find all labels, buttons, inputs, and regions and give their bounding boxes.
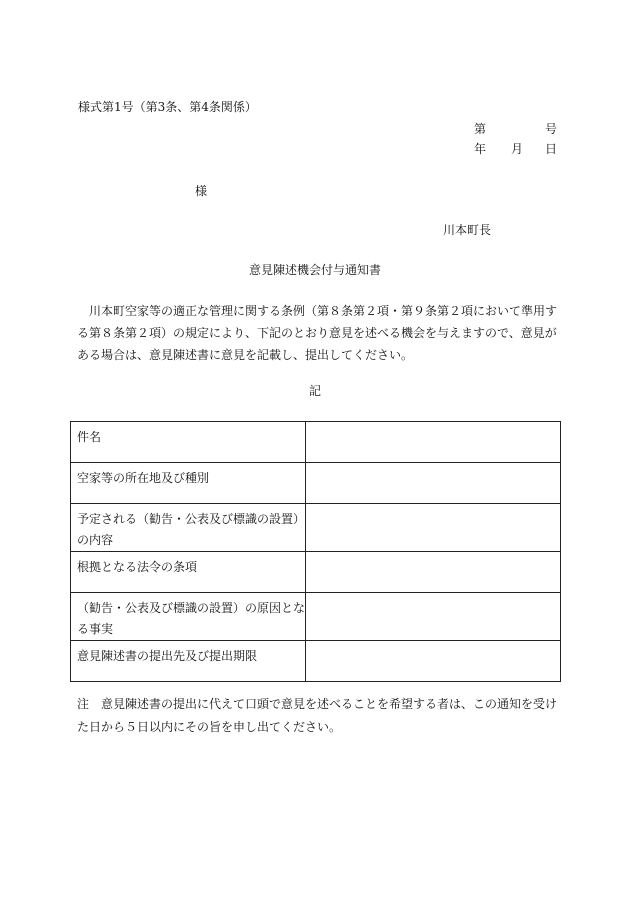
row-value [306, 504, 561, 552]
date-day-label: 日 [545, 142, 558, 156]
record-heading: 記 [308, 384, 321, 398]
row-label: 意見陳述書の提出先及び提出期限 [71, 641, 306, 682]
row-label: 空家等の所在地及び種別 [71, 463, 306, 504]
row-label: 件名 [71, 422, 306, 463]
row-value [306, 463, 561, 504]
sender-title: 川本町長 [443, 223, 492, 237]
date-year-label: 年 [474, 142, 487, 156]
row-label: （勧告・公表及び標識の設置）の原因となる事実 [71, 593, 306, 641]
table-row [71, 422, 561, 463]
document-number-label: 第 [474, 122, 487, 136]
document-number-suffix: 号 [545, 122, 558, 136]
row-label: 根拠となる法令の条項 [71, 552, 306, 593]
table-row [71, 593, 561, 641]
info-table [70, 421, 561, 682]
note-paragraph: 注 意見陳述書の提出に代えて口頭で意見を述べることを希望する者は、この通知を受けた日から５日以内にその旨を申し出てください。 [77, 697, 558, 734]
row-value [306, 641, 561, 682]
row-value [306, 422, 561, 463]
document-title: 意見陳述機会付与通知書 [248, 263, 381, 277]
row-label: 予定される（勧告・公表及び標識の設置）の内容 [71, 504, 306, 552]
table-row [71, 641, 561, 682]
body-paragraph: 川本町空家等の適正な管理に関する条例（第８条第２項・第９条第２項において準用する第８条第２項）の規定により、下記のとおり意見を述べる機会を与えますので、意見がある場合は、意見陳述書に意見を記載し、提出してください。 [77, 304, 558, 362]
table-row [71, 463, 561, 504]
table-row [71, 552, 561, 593]
table-row [71, 504, 561, 552]
recipient-honorific: 様 [195, 184, 208, 198]
form-number: 様式第1号（第3条、第4条関係） [78, 100, 257, 114]
date-month-label: 月 [511, 142, 524, 156]
row-value [306, 552, 561, 593]
row-value [306, 593, 561, 641]
